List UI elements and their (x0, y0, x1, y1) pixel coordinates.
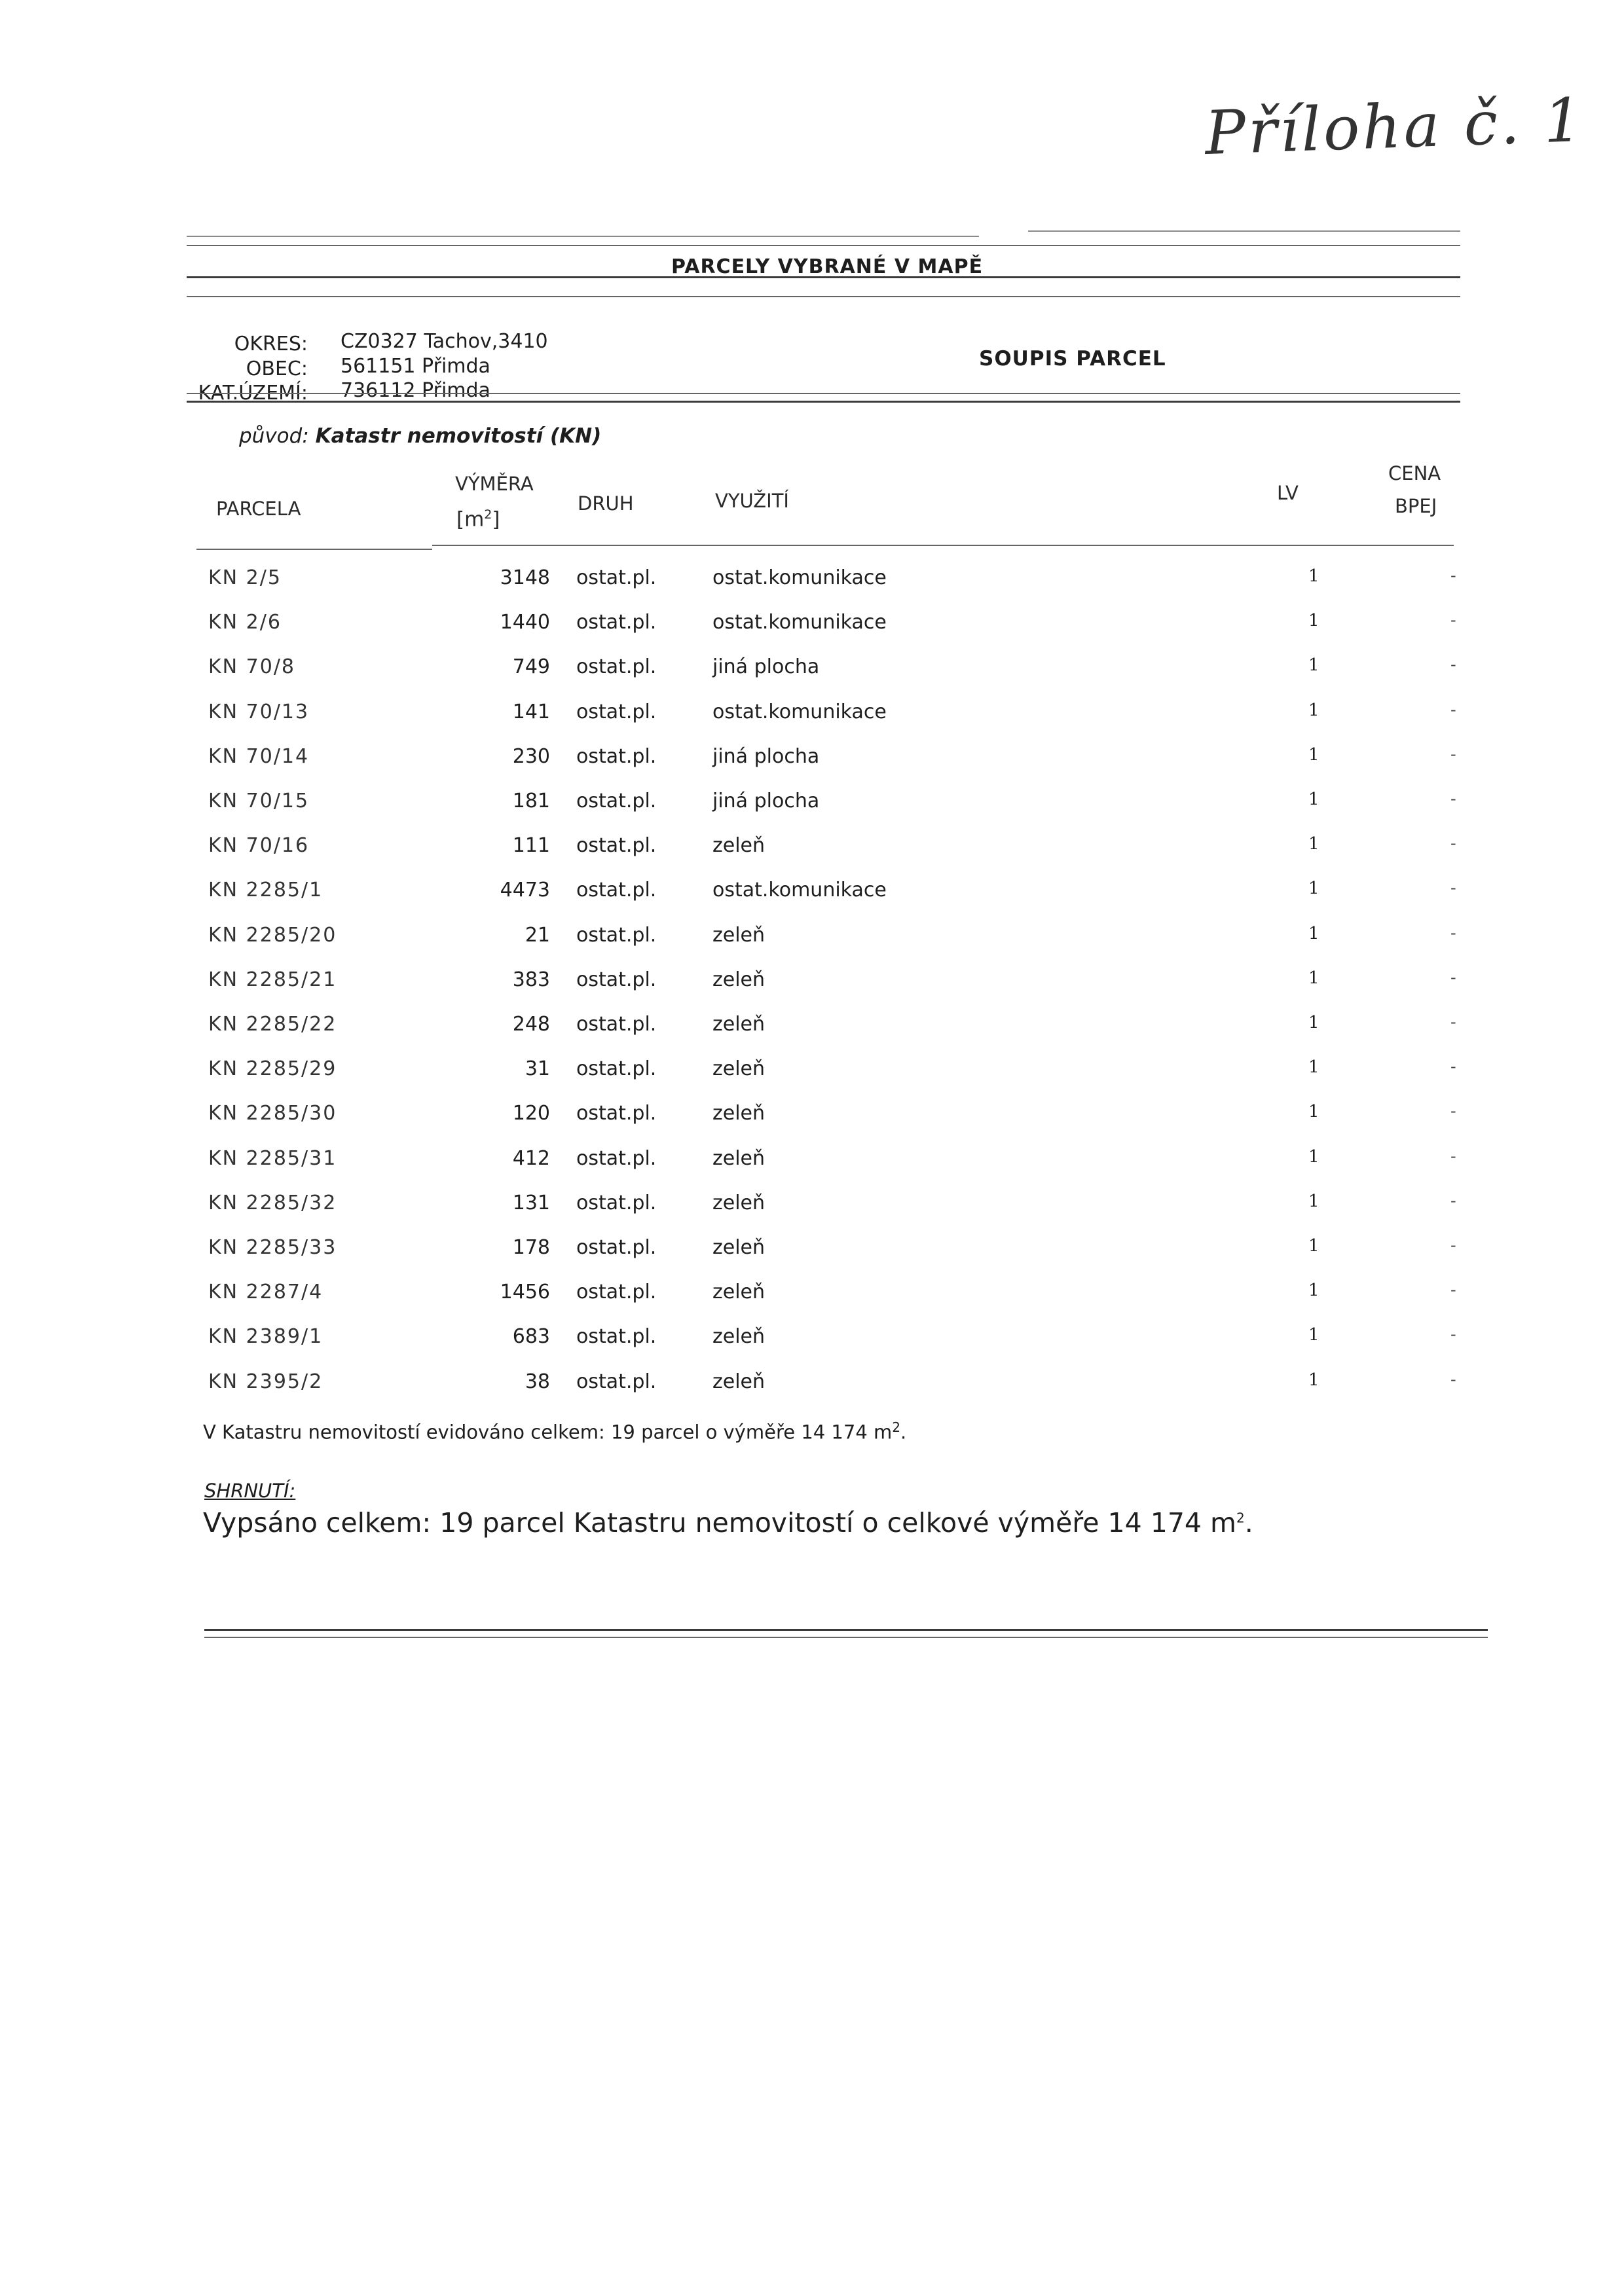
cell-vymera: 412 (512, 1146, 550, 1170)
cell-vymera: 141 (512, 700, 550, 723)
cell-vyuziti: zeleň (712, 1370, 766, 1393)
katuzemi-value: 736112 Přimda (341, 379, 490, 402)
rule (187, 245, 1460, 246)
cell-cena: - (1450, 1102, 1456, 1121)
cell-lv: 1 (1308, 834, 1320, 854)
cell-vyuziti: zeleň (712, 1191, 766, 1214)
cell-vyuziti: ostat.komunikace (712, 566, 887, 589)
cell-cena: - (1450, 1325, 1456, 1344)
cell-parcela: KN 2285/20 (208, 923, 337, 947)
cell-parcela: KN 2395/2 (208, 1370, 323, 1393)
cell-vyuziti: ostat.komunikace (712, 700, 887, 723)
cell-druh: ostat.pl. (576, 1370, 657, 1393)
puvod (239, 424, 601, 448)
cell-druh: ostat.pl. (576, 834, 657, 858)
cell-vyuziti: zeleň (712, 1057, 766, 1081)
column-header-vymera-unit: $[m^2]$ (456, 507, 500, 532)
section-title: SOUPIS PARCEL (979, 347, 1166, 371)
cell-lv: 1 (1308, 968, 1320, 988)
cell-vymera: 383 (512, 968, 550, 991)
cell-parcela: KN 2285/22 (208, 1013, 337, 1036)
summary-total: V Katastru nemovitostí evidováno celkem: 19 parcel o výměře 14 174 $m^2$. (203, 1419, 907, 1444)
cell-vyuziti: jiná plocha (712, 655, 820, 679)
cell-lv: 1 (1308, 1057, 1320, 1078)
cell-vyuziti: zeleň (712, 1146, 766, 1170)
cell-druh: ostat.pl. (576, 1325, 657, 1349)
cell-vyuziti: jiná plocha (712, 744, 820, 768)
cell-parcela: KN 2285/31 (208, 1146, 337, 1170)
cell-lv: 1 (1308, 611, 1320, 631)
rule (204, 1629, 1488, 1631)
table-row (0, 879, 1624, 918)
cell-parcela: KN 2/5 (208, 566, 282, 589)
cell-parcela: KN 2/6 (208, 611, 282, 634)
cell-cena: - (1450, 1281, 1456, 1300)
table-row (0, 1147, 1624, 1186)
cell-vyuziti: zeleň (712, 834, 766, 858)
column-header-vyuziti: VYUŽITÍ (715, 490, 789, 512)
cell-druh: ostat.pl. (576, 790, 657, 812)
katuzemi-label: KAT.ÚZEMÍ: (198, 382, 308, 405)
cell-parcela: KN 70/14 (208, 744, 310, 768)
cell-vymera: 31 (525, 1057, 550, 1081)
cell-druh: ostat.pl. (576, 566, 657, 589)
cell-cena: - (1450, 879, 1456, 898)
cell-cena: - (1450, 923, 1456, 942)
cell-druh: ostat.pl. (576, 1236, 657, 1259)
cell-parcela: KN 2285/29 (208, 1057, 337, 1081)
rule (196, 549, 432, 550)
column-header-cena: CENA (1388, 462, 1441, 484)
puvod-label: původ: (239, 424, 309, 448)
cell-lv: 1 (1308, 744, 1320, 765)
cell-vymera: 683 (512, 1325, 550, 1349)
cell-vymera: 749 (512, 655, 550, 679)
table-row (0, 924, 1624, 963)
cell-druh: ostat.pl. (576, 923, 657, 947)
cell-parcela: KN 2285/32 (208, 1191, 337, 1214)
cell-cena: - (1450, 1057, 1456, 1076)
cell-parcela: KN 70/8 (208, 655, 296, 679)
cell-lv: 1 (1308, 655, 1320, 676)
table-row (0, 790, 1624, 829)
rule (187, 236, 979, 237)
table-row (0, 566, 1624, 606)
cell-lv: 1 (1308, 1236, 1320, 1256)
table-row (0, 1102, 1624, 1141)
cell-vymera: 131 (512, 1191, 550, 1214)
summary-result: Vypsáno celkem: 19 parcel Katastru nemovitostí o celkové výměře 14 174 $m^2$. (203, 1507, 1253, 1539)
cell-druh: ostat.pl. (576, 1013, 657, 1036)
table-row (0, 1192, 1624, 1231)
cell-vyuziti: zeleň (712, 1013, 766, 1036)
cell-parcela: KN 2285/30 (208, 1102, 337, 1125)
cell-vyuziti: zeleň (712, 968, 766, 991)
okres-value: CZ0327 Tachov,3410 (341, 330, 548, 353)
cell-vymera: 230 (512, 744, 550, 768)
cell-vymera: 120 (512, 1102, 550, 1125)
rule (204, 1637, 1488, 1638)
cell-cena: - (1450, 834, 1456, 853)
cell-vymera: 1440 (500, 611, 550, 634)
cell-parcela: KN 2287/4 (208, 1281, 323, 1304)
table-row (0, 611, 1624, 650)
cell-druh: ostat.pl. (576, 1191, 657, 1214)
cell-vymera: 111 (512, 834, 550, 858)
cell-cena: - (1450, 1236, 1456, 1254)
handwritten-annotation: Příloha č. 1 (1204, 84, 1586, 169)
cell-cena: - (1450, 1146, 1456, 1165)
table-row (0, 834, 1624, 873)
cell-cena: - (1450, 611, 1456, 630)
cell-vymera: 21 (525, 923, 550, 947)
column-header-parcela: PARCELA (216, 498, 301, 520)
cell-druh: ostat.pl. (576, 968, 657, 991)
rule (187, 393, 1460, 394)
cell-parcela: KN 2389/1 (208, 1325, 323, 1349)
cell-lv: 1 (1308, 879, 1320, 899)
summary-label: SHRNUTÍ: (204, 1480, 296, 1502)
cell-cena: - (1450, 1370, 1456, 1389)
cell-druh: ostat.pl. (576, 1281, 657, 1304)
cell-cena: - (1450, 790, 1456, 808)
cell-parcela: KN 70/13 (208, 700, 310, 723)
cell-druh: ostat.pl. (576, 879, 657, 902)
puvod-value: Katastr nemovitostí (KN) (315, 424, 602, 448)
cell-druh: ostat.pl. (576, 1102, 657, 1125)
table-row (0, 745, 1624, 784)
rule (1028, 230, 1460, 232)
cell-vymera: 4473 (500, 879, 550, 902)
cell-parcela: KN 2285/1 (208, 879, 323, 902)
cell-vymera: 181 (512, 790, 550, 812)
cell-druh: ostat.pl. (576, 1057, 657, 1081)
cell-lv: 1 (1308, 1013, 1320, 1032)
cell-cena: - (1450, 968, 1456, 987)
table-row (0, 1281, 1624, 1320)
cell-druh: ostat.pl. (576, 611, 657, 634)
cell-vyuziti: zeleň (712, 1236, 766, 1259)
cell-lv: 1 (1308, 790, 1320, 809)
cell-vyuziti: zeleň (712, 923, 766, 947)
cell-vymera: 3148 (500, 566, 550, 589)
cell-cena: - (1450, 1191, 1456, 1210)
column-header-lv: LV (1277, 482, 1299, 504)
cell-lv: 1 (1308, 1146, 1320, 1167)
cell-vyuziti: zeleň (712, 1281, 766, 1304)
cell-parcela: KN 70/15 (208, 790, 310, 812)
page-title: PARCELY VYBRANÉ V MAPĚ (671, 255, 984, 278)
cell-vyuziti: ostat.komunikace (712, 879, 887, 902)
table-row (0, 701, 1624, 740)
cell-druh: ostat.pl. (576, 1146, 657, 1170)
cell-vymera: 1456 (500, 1281, 550, 1304)
cell-vyuziti: zeleň (712, 1325, 766, 1349)
cell-lv: 1 (1308, 923, 1320, 943)
cell-cena: - (1450, 700, 1456, 719)
cell-vyuziti: zeleň (712, 1102, 766, 1125)
cell-lv: 1 (1308, 1102, 1320, 1122)
cell-druh: ostat.pl. (576, 700, 657, 723)
cell-lv: 1 (1308, 566, 1320, 586)
table-row (0, 1057, 1624, 1097)
cell-vyuziti: ostat.komunikace (712, 611, 887, 634)
cell-cena: - (1450, 655, 1456, 674)
table-row (0, 655, 1624, 695)
cell-cena: - (1450, 566, 1456, 585)
cell-lv: 1 (1308, 1191, 1320, 1211)
cell-vymera: 178 (512, 1236, 550, 1259)
table-row (0, 1325, 1624, 1364)
cell-lv: 1 (1308, 1325, 1320, 1345)
table-row (0, 1236, 1624, 1275)
okres-label: OKRES: (234, 333, 308, 355)
rule (432, 545, 1454, 546)
cell-cena: - (1450, 1013, 1456, 1031)
cell-parcela: KN 70/16 (208, 834, 310, 858)
table-row (0, 1370, 1624, 1410)
cell-druh: ostat.pl. (576, 655, 657, 679)
cell-vymera: 248 (512, 1013, 550, 1036)
cell-vymera: 38 (525, 1370, 550, 1393)
table-row (0, 1013, 1624, 1052)
cell-druh: ostat.pl. (576, 744, 657, 768)
table-row (0, 968, 1624, 1008)
cell-lv: 1 (1308, 1370, 1320, 1390)
rule (187, 401, 1460, 403)
column-header-druh: DRUH (578, 492, 634, 515)
column-header-vymera: VÝMĚRA (455, 473, 534, 495)
cell-lv: 1 (1308, 700, 1320, 720)
cell-parcela: KN 2285/33 (208, 1236, 337, 1259)
obec-label: OBEC: (246, 357, 308, 380)
cell-vyuziti: jiná plocha (712, 790, 820, 812)
rule (187, 276, 1460, 278)
rule (187, 296, 1460, 297)
cell-parcela: KN 2285/21 (208, 968, 337, 991)
obec-value: 561151 Přimda (341, 355, 490, 378)
cell-lv: 1 (1308, 1281, 1320, 1301)
column-header-bpej: BPEJ (1395, 495, 1437, 517)
cell-cena: - (1450, 744, 1456, 763)
